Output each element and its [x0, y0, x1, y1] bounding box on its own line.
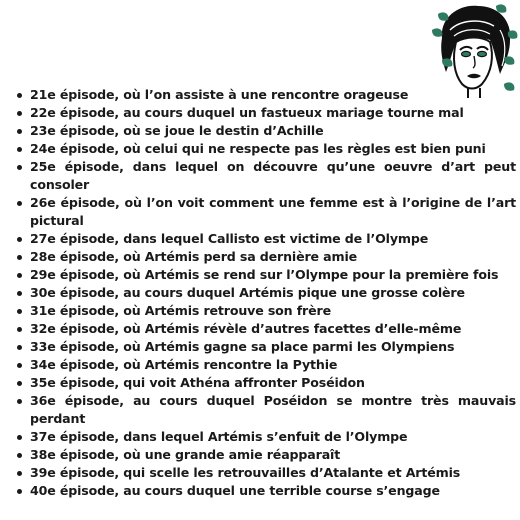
- list-item: [14, 86, 516, 104]
- episode-text: 35e épisode, qui voit Athéna affronter Poséidon: [30, 375, 365, 390]
- woman-face-with-leaves-icon: [420, 0, 520, 100]
- bullet-icon: [17, 399, 22, 404]
- bullet-icon: [17, 255, 22, 260]
- list-item: [14, 464, 516, 482]
- episode-text: 39e épisode, qui scelle les retrouvailles d’Atalante et Artémis: [30, 465, 461, 480]
- episode-text: 27e épisode, dans lequel Callisto est victime de l’Olympe: [30, 231, 429, 246]
- list-item: [14, 266, 516, 284]
- list-item: [14, 320, 516, 338]
- bullet-icon: [17, 489, 22, 494]
- bullet-icon: [17, 327, 22, 332]
- bullet-icon: [17, 273, 22, 278]
- list-item: [14, 374, 516, 392]
- episode-text: 37e épisode, dans lequel Artémis s’enfuit de l’Olympe: [30, 429, 408, 444]
- list-item: [14, 158, 516, 194]
- bullet-icon: [17, 147, 22, 152]
- episode-text: 29e épisode, où Artémis se rend sur l’Olympe pour la première fois: [30, 267, 499, 282]
- list-item: [14, 356, 516, 374]
- bullet-icon: [17, 201, 22, 206]
- bullet-icon: [17, 129, 22, 134]
- episode-text: 22e épisode, au cours duquel un fastueux mariage tourne mal: [30, 105, 464, 120]
- list-item: [14, 140, 516, 158]
- list-item: [14, 248, 516, 266]
- episode-text: 21e épisode, où l’on assiste à une rencontre orageuse: [30, 87, 409, 102]
- episode-text: 25e épisode, dans lequel on découvre qu’une oeuvre d’art peut consoler: [30, 159, 516, 192]
- episode-text: 28e épisode, où Artémis perd sa dernière amie: [30, 249, 358, 264]
- bullet-icon: [17, 471, 22, 476]
- bullet-icon: [17, 381, 22, 386]
- episode-text: 40e épisode, au cours duquel une terrible course s’engage: [30, 483, 440, 498]
- bullet-icon: [17, 309, 22, 314]
- episode-text: 26e épisode, où l’on voit comment une femme est à l’origine de l’art pictural: [30, 195, 516, 228]
- bullet-icon: [17, 363, 22, 368]
- list-item: [14, 302, 516, 320]
- episode-text: 23e épisode, où se joue le destin d’Achille: [30, 123, 324, 138]
- bullet-icon: [17, 237, 22, 242]
- episode-text: 34e épisode, où Artémis rencontre la Pythie: [30, 357, 338, 372]
- episode-text: 30e épisode, au cours duquel Artémis pique une grosse colère: [30, 285, 465, 300]
- list-item: [14, 446, 516, 464]
- list-item: [14, 230, 516, 248]
- episode-text: 36e épisode, au cours duquel Poséidon se montre très mauvais perdant: [30, 393, 516, 426]
- bullet-icon: [17, 345, 22, 350]
- list-item: [14, 428, 516, 446]
- episode-text: 32e épisode, où Artémis révèle d’autres facettes d’elle-même: [30, 321, 462, 336]
- episode-text: 31e épisode, où Artémis retrouve son frère: [30, 303, 331, 318]
- list-item: [14, 392, 516, 428]
- episode-list: [14, 86, 516, 500]
- list-item: [14, 338, 516, 356]
- bullet-icon: [17, 111, 22, 116]
- episode-text: 33e épisode, où Artémis gagne sa place parmi les Olympiens: [30, 339, 455, 354]
- list-item: [14, 284, 516, 302]
- episode-text: 38e épisode, où une grande amie réapparaît: [30, 447, 341, 462]
- list-item: [14, 194, 516, 230]
- episode-text: 24e épisode, où celui qui ne respecte pas les règles est bien puni: [30, 141, 486, 156]
- list-item: [14, 122, 516, 140]
- bullet-icon: [17, 435, 22, 440]
- bullet-icon: [17, 93, 22, 98]
- list-item: [14, 104, 516, 122]
- bullet-icon: [17, 453, 22, 458]
- bullet-icon: [17, 291, 22, 296]
- bullet-icon: [17, 165, 22, 170]
- list-item: [14, 482, 516, 500]
